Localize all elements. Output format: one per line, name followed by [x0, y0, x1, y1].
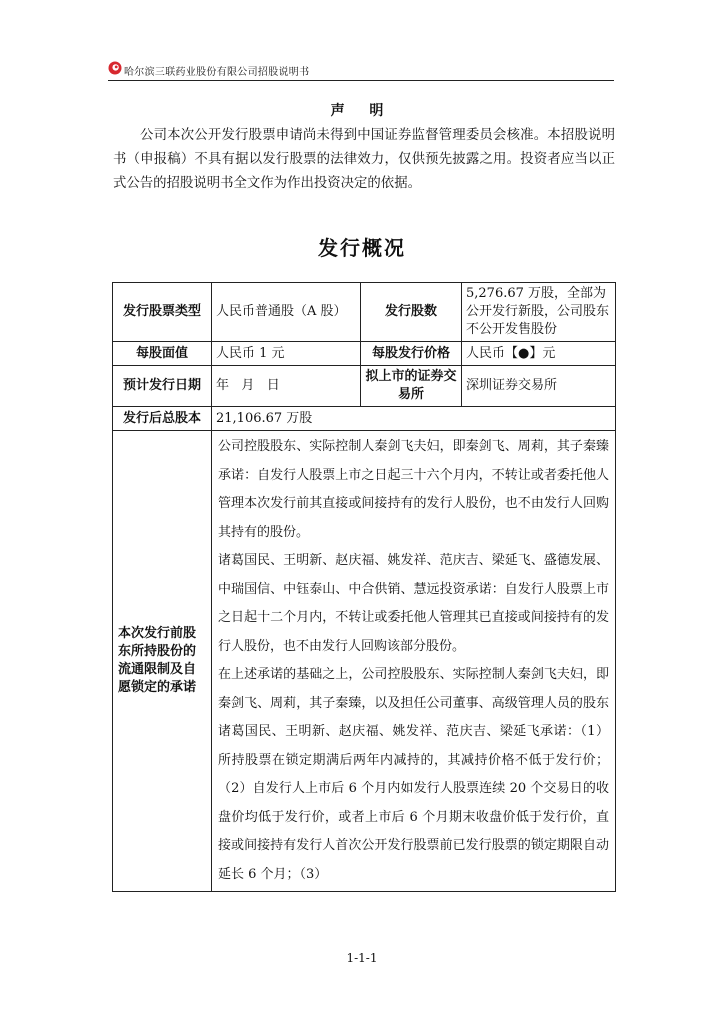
lockup-commitment-content	[212, 431, 616, 892]
shares-label: 发行股数	[361, 283, 462, 342]
exchange-value: 深圳证券交易所	[462, 366, 616, 407]
lockup-paragraph: 诸葛国民、王明新、赵庆福、姚发祥、范庆吉、梁延飞、盛德发展、中瑞国信、中钰泰山、中合供销、慧远投资承诺：自发行人股票上市之日起十二个月内，不转让或委托他人管理其已直接或间接持有的发行人股份，也不由发行人回购该部分股份。	[218, 553, 609, 654]
stock-type-value: 人民币普通股（A 股）	[212, 283, 361, 342]
lockup-commitment-label: 本次发行前股东所持股份的流通限制及自愿锁定的承诺	[113, 431, 212, 892]
document-header-title: 哈尔滨三联药业股份有限公司招股说明书	[124, 67, 310, 78]
issue-date-value: 年 月 日	[212, 366, 361, 407]
issue-price-label: 每股发行价格	[361, 342, 462, 366]
page-number: 1-1-1	[346, 951, 378, 965]
table-row	[113, 431, 616, 892]
par-value-label: 每股面值	[113, 342, 212, 366]
table-row	[113, 366, 616, 407]
page-header	[108, 60, 614, 81]
table-row	[113, 407, 616, 431]
overview-title: 发行概况	[318, 236, 406, 260]
table-row	[113, 283, 616, 342]
stock-type-label: 发行股票类型	[113, 283, 212, 342]
issue-date-label: 预计发行日期	[113, 366, 212, 407]
declaration-text: 公司本次公开发行股票申请尚未得到中国证券监督管理委员会核准。本招股说明书（申报稿）不具有据以发行股票的法律效力，仅供预先披露之用。投资者应当以正式公告的招股说明书全文作为作出投资决定的依据。	[113, 128, 615, 191]
table-row	[113, 342, 616, 366]
declaration-title: 声 明	[330, 103, 394, 119]
lockup-paragraph: 公司控股股东、实际控制人秦剑飞夫妇，即秦剑飞、周莉，其子秦臻承诺：自发行人股票上市之日起三十六个月内，不转让或者委托他人管理本次发行前其直接或间接持有的发行人股份，也不由发行人回购其持有的股份。	[218, 439, 609, 540]
shares-value: 5,276.67 万股，全部为公开发行新股，公司股东不公开发售股份	[462, 283, 616, 342]
issue-price-value: 人民币【●】元	[462, 342, 616, 366]
lockup-paragraph: 在上述承诺的基础之上，公司控股股东、实际控制人秦剑飞夫妇，即秦剑飞、周莉，其子秦臻，以及担任公司董事、高级管理人员的股东诸葛国民、王明新、赵庆福、姚发祥、范庆吉、梁延飞承诺：（1）所持股票在锁定期满后两年内减持的，其减持价格不低于发行价；（2）自发行人上市后 6 个月内如发行人股票连续 20 个交易日的收盘价均低于发行价，或者上市后 6 个月期末收盘价低于发行价，直接或间接持有发行人首次公开发行股票前已发行股票的锁定期限自动延长 6 个月；（3）	[218, 667, 609, 882]
exchange-label: 拟上市的证券交易所	[361, 366, 462, 407]
total-shares-value: 21,106.67 万股	[212, 407, 616, 431]
par-value-value: 人民币 1 元	[212, 342, 361, 366]
company-logo-icon	[108, 61, 122, 75]
total-shares-label: 发行后总股本	[113, 407, 212, 431]
issuance-overview-table	[112, 282, 616, 892]
